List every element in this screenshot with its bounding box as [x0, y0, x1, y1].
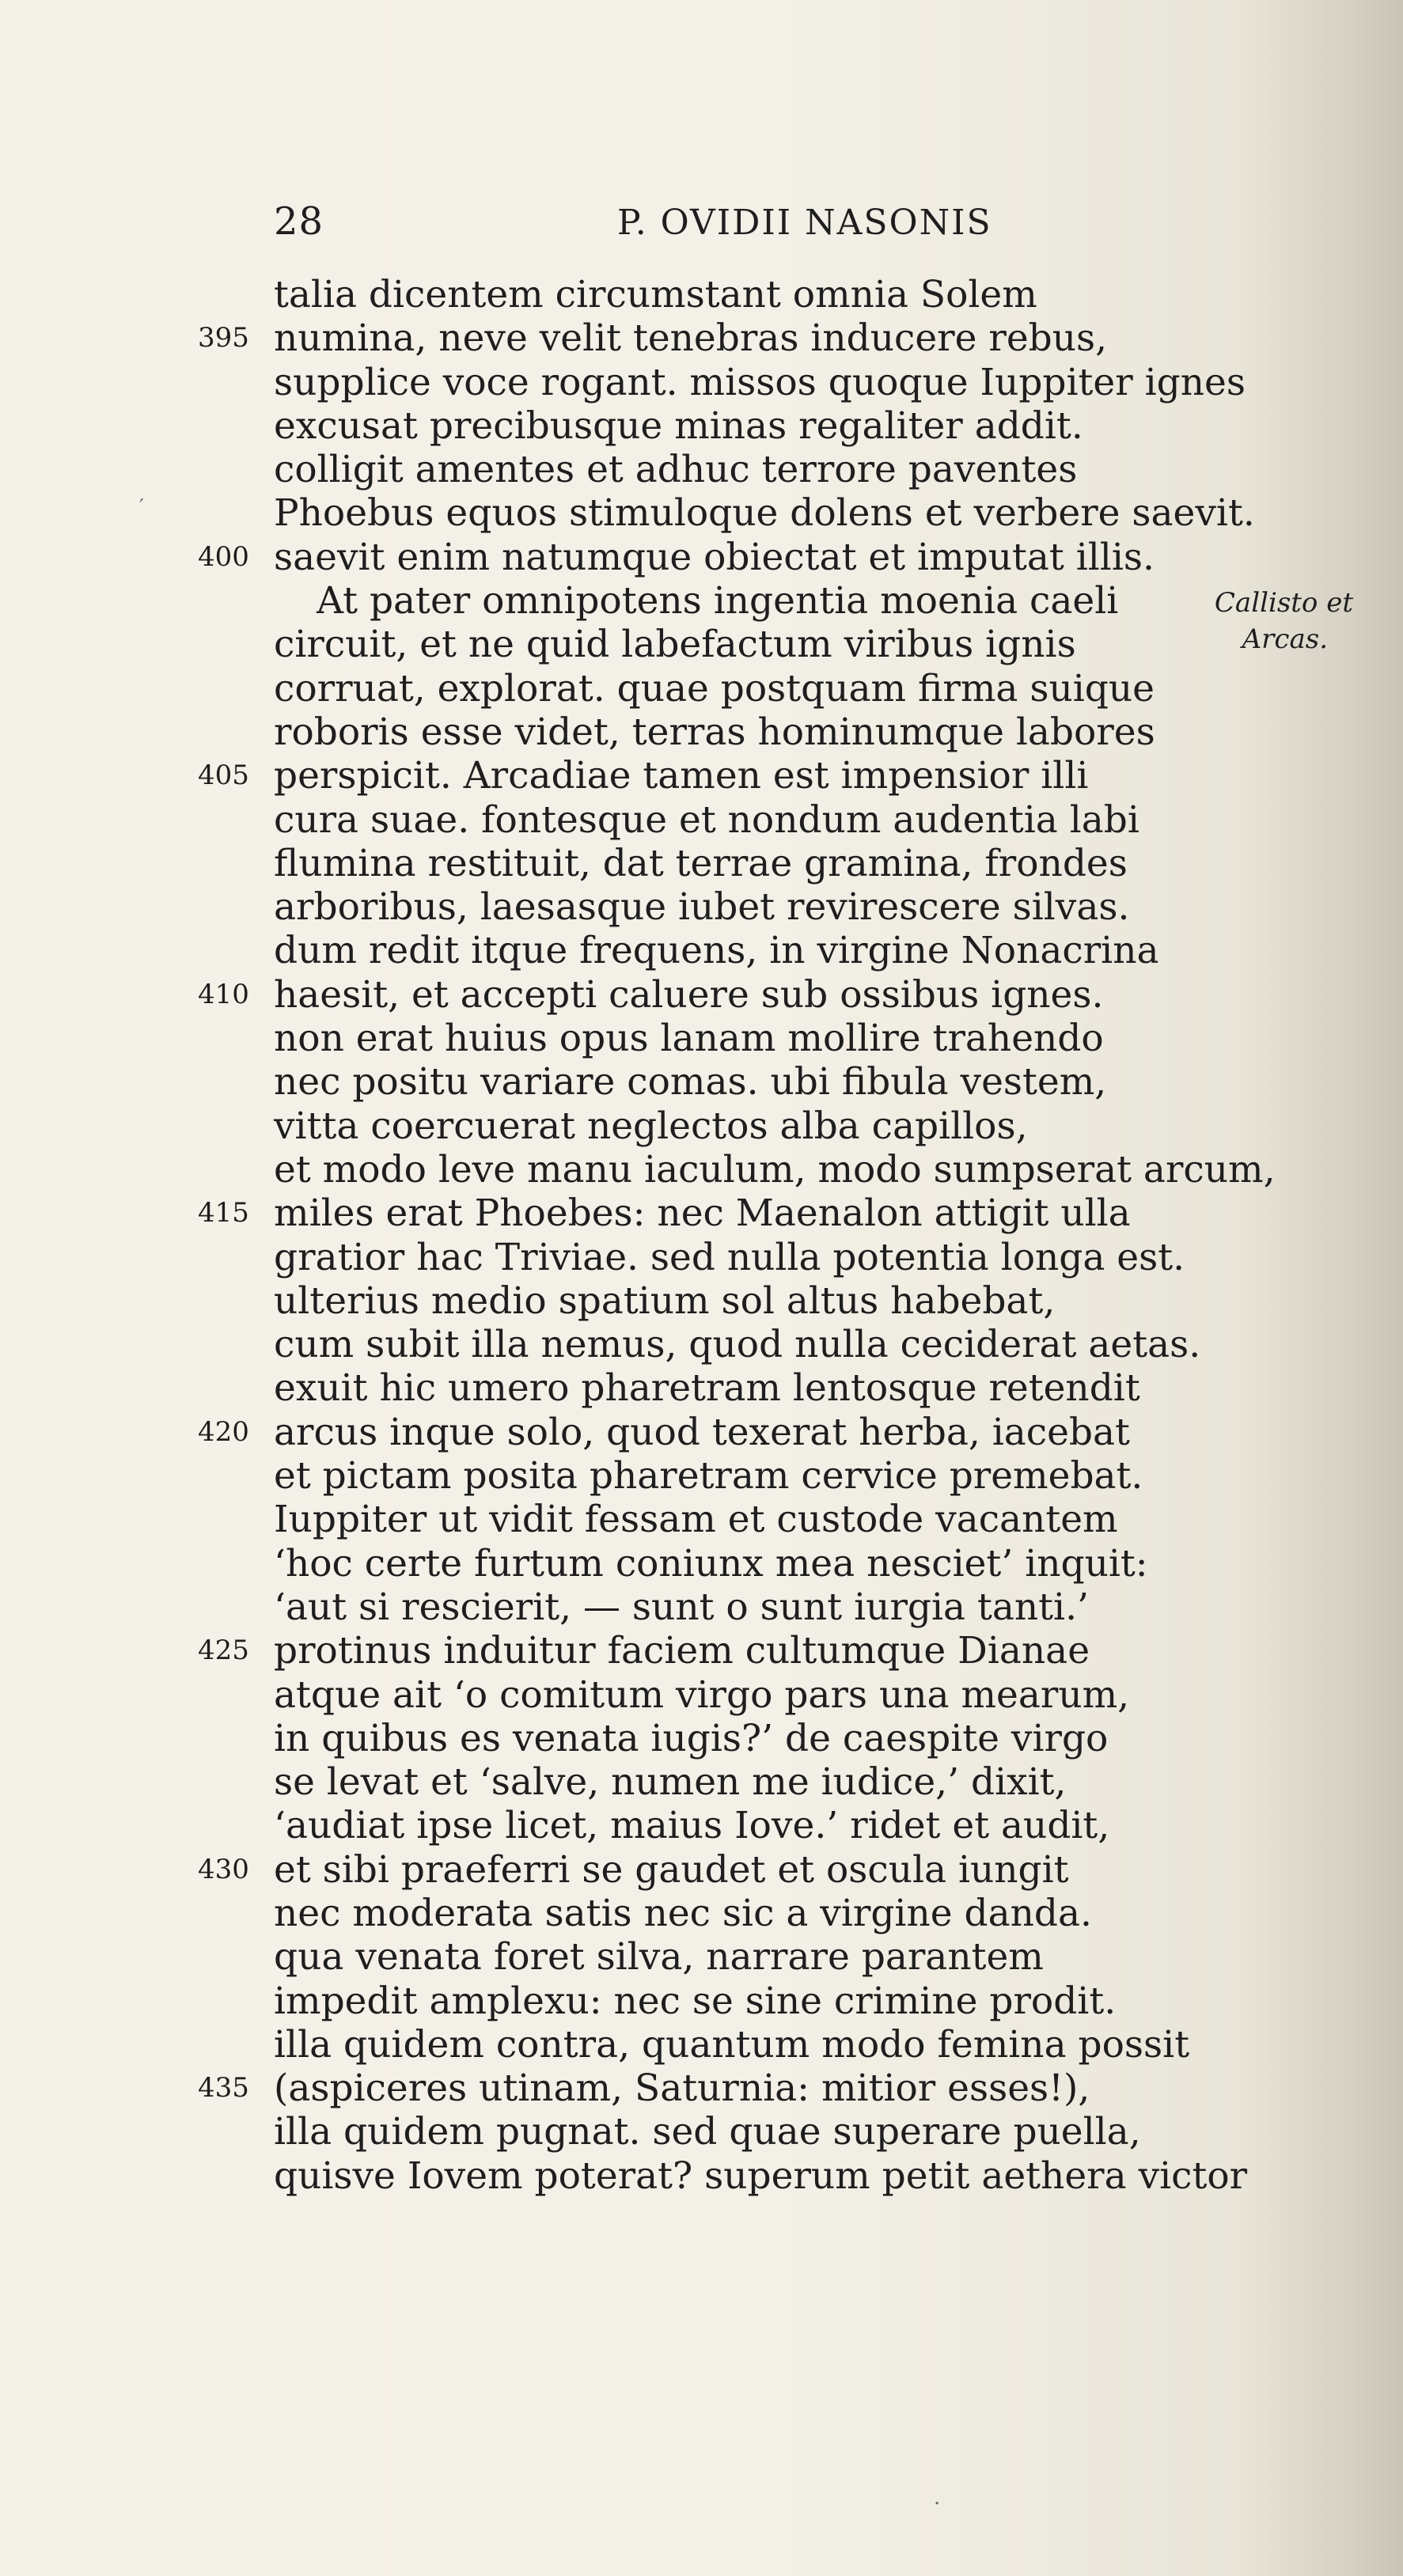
- line-number: 395: [198, 322, 249, 354]
- line-text: cum subit illa nemus, quod nulla ceciderat aetas.: [274, 1323, 1201, 1367]
- verse-line: [0, 1892, 1403, 1935]
- line-text: exuit hic umero pharetram lentosque retendit: [274, 1366, 1140, 1411]
- line-text: corruat, explorat. quae postquam firma suique: [274, 666, 1155, 710]
- line-number: 420: [198, 1415, 249, 1448]
- verse-line: [0, 1236, 1403, 1279]
- verse-line: [0, 754, 1403, 797]
- verse-line: [0, 1148, 1403, 1191]
- line-text: gratior hac Triviae. sed nulla potentia longa est.: [274, 1235, 1185, 1279]
- verse-line: [0, 667, 1403, 710]
- line-text: impedit amplexu: nec se sine crimine prodit.: [274, 1979, 1117, 2023]
- line-text: miles erat Phoebes: nec Maenalon attigit ulla: [274, 1191, 1131, 1236]
- line-number: 410: [198, 978, 249, 1010]
- line-text: qua venata foret silva, narrare parantem: [274, 1935, 1044, 1979]
- line-text: roboris esse videt, terras hominumque labores: [274, 710, 1155, 754]
- verse-line: [0, 1629, 1403, 1673]
- verse-line: [0, 1498, 1403, 1541]
- verse-line: [0, 1454, 1403, 1498]
- line-text: Iuppiter ut vidit fessam et custode vacantem: [274, 1498, 1118, 1542]
- line-text: At pater omnipotens ingentia moenia caeli: [317, 579, 1119, 623]
- line-number: 405: [198, 760, 249, 792]
- verse-line: [0, 536, 1403, 579]
- line-number: 425: [198, 1635, 249, 1667]
- verse-line: [0, 1848, 1403, 1892]
- verse-line: [0, 404, 1403, 448]
- verse-line: [0, 2154, 1403, 2198]
- line-text: se levat et ‘salve, numen me iudice,’ dixit,: [274, 1760, 1067, 1805]
- line-text: arcus inque solo, quod texerat herba, iacebat: [274, 1410, 1130, 1454]
- verse-line: [0, 1366, 1403, 1410]
- line-text: nec positu variare comas. ubi fibula vestem,: [274, 1060, 1107, 1104]
- verse-line: [0, 2023, 1403, 2066]
- sidenote-line-1: Callisto et: [1214, 587, 1353, 619]
- line-text: Phoebus equos stimuloque dolens et verbere saevit.: [274, 491, 1255, 536]
- verse-line: [0, 316, 1403, 360]
- line-text: cura suae. fontesque et nondum audentia labi: [274, 797, 1139, 842]
- verse-line: [0, 798, 1403, 842]
- verse-line: [0, 1935, 1403, 1979]
- verse-line: [0, 361, 1403, 404]
- line-text: circuit, et ne quid labefactum viribus ignis: [274, 623, 1076, 667]
- line-text: et pictam posita pharetram cervice premebat.: [274, 1454, 1143, 1498]
- verse-line: [0, 491, 1403, 535]
- line-text: perspicit. Arcadiae tamen est impensior illi: [274, 754, 1089, 798]
- line-text: (aspiceres utinam, Saturnia: mitior esses!),: [274, 2066, 1090, 2111]
- line-text: dum redit itque frequens, in virgine Nonacrina: [274, 929, 1159, 973]
- line-text: et modo leve manu iaculum, modo sumpserat arcum,: [274, 1147, 1276, 1191]
- verse-line: [0, 1017, 1403, 1060]
- page-number: 28: [274, 199, 324, 244]
- verse-line: [0, 1279, 1403, 1323]
- verse-line: [0, 973, 1403, 1017]
- line-text: ‘hoc certe furtum coniunx mea nesciet’ inquit:: [274, 1541, 1148, 1585]
- verse-line: [0, 1979, 1403, 2023]
- line-text: protinus induitur faciem cultumque Dianae: [274, 1629, 1090, 1673]
- verse-line: [0, 448, 1403, 491]
- verse-block: [0, 273, 1403, 2198]
- verse-line: [0, 1673, 1403, 1717]
- verse-line: [0, 1323, 1403, 1366]
- line-text: saevit enim natumque obiectat et imputat illis.: [274, 535, 1155, 579]
- line-text: talia dicentem circumstant omnia Solem: [274, 273, 1037, 316]
- line-text: nec moderata satis nec sic a virgine danda.: [274, 1891, 1092, 1935]
- line-text: atque ait ‘o comitum virgo pars una mearum,: [274, 1673, 1130, 1717]
- verse-line: [0, 273, 1403, 316]
- verse-line: [0, 1585, 1403, 1629]
- line-text: illa quidem pugnat. sed quae superare puella,: [274, 2110, 1141, 2154]
- verse-line: [0, 1804, 1403, 1847]
- running-title: P. OVIDII NASONIS: [617, 203, 992, 243]
- line-text: non erat huius opus lanam mollire trahendo: [274, 1017, 1104, 1061]
- line-number: 415: [198, 1197, 249, 1229]
- verse-line: [0, 1104, 1403, 1148]
- line-text: supplice voce rogant. missos quoque Iuppiter ignes: [274, 360, 1246, 404]
- line-text: arboribus, laesasque iubet revirescere silvas.: [274, 885, 1130, 930]
- verse-line: [0, 929, 1403, 972]
- sidenote-line-2: Arcas.: [1242, 623, 1328, 655]
- line-text: quisve Iovem poterat? superum petit aethera victor: [274, 2154, 1248, 2198]
- line-text: flumina restituit, dat terrae gramina, frondes: [274, 841, 1128, 885]
- line-text: in quibus es venata iugis?’ de caespite virgo: [274, 1716, 1109, 1760]
- line-text: ‘aut si rescierit, — sunt o sunt iurgia tanti.’: [274, 1585, 1089, 1629]
- verse-line: [0, 1542, 1403, 1585]
- verse-line: [0, 1060, 1403, 1104]
- line-number: 430: [198, 1853, 249, 1885]
- verse-line: [0, 1760, 1403, 1804]
- line-number: 435: [198, 2072, 249, 2104]
- line-text: haesit, et accepti caluere sub ossibus ignes.: [274, 972, 1104, 1017]
- verse-line: [0, 842, 1403, 885]
- verse-line: [0, 885, 1403, 929]
- verse-line: [0, 579, 1403, 623]
- verse-line: [0, 2066, 1403, 2110]
- line-text: illa quidem contra, quantum modo femina possit: [274, 2022, 1190, 2066]
- ink-speck: ·: [934, 2492, 941, 2516]
- line-text: ulterius medio spatium sol altus habebat,: [274, 1279, 1056, 1323]
- line-number: 400: [198, 540, 249, 573]
- line-text: excusat precibusque minas regaliter addit.: [274, 403, 1083, 448]
- verse-line: [0, 1717, 1403, 1760]
- line-text: vitta coercuerat neglectos alba capillos,: [274, 1104, 1028, 1148]
- line-text: colligit amentes et adhuc terrore paventes: [274, 448, 1078, 492]
- verse-line: [0, 1191, 1403, 1235]
- line-text: numina, neve velit tenebras inducere rebus,: [274, 316, 1108, 361]
- verse-line: [0, 710, 1403, 754]
- margin-mark: ′: [139, 495, 144, 519]
- verse-line: [0, 1411, 1403, 1454]
- verse-line: [0, 2110, 1403, 2154]
- line-text: et sibi praeferri se gaudet et oscula iungit: [274, 1847, 1069, 1892]
- verse-line: [0, 623, 1403, 666]
- line-text: ‘audiat ipse licet, maius Iove.’ ridet et audit,: [274, 1804, 1110, 1848]
